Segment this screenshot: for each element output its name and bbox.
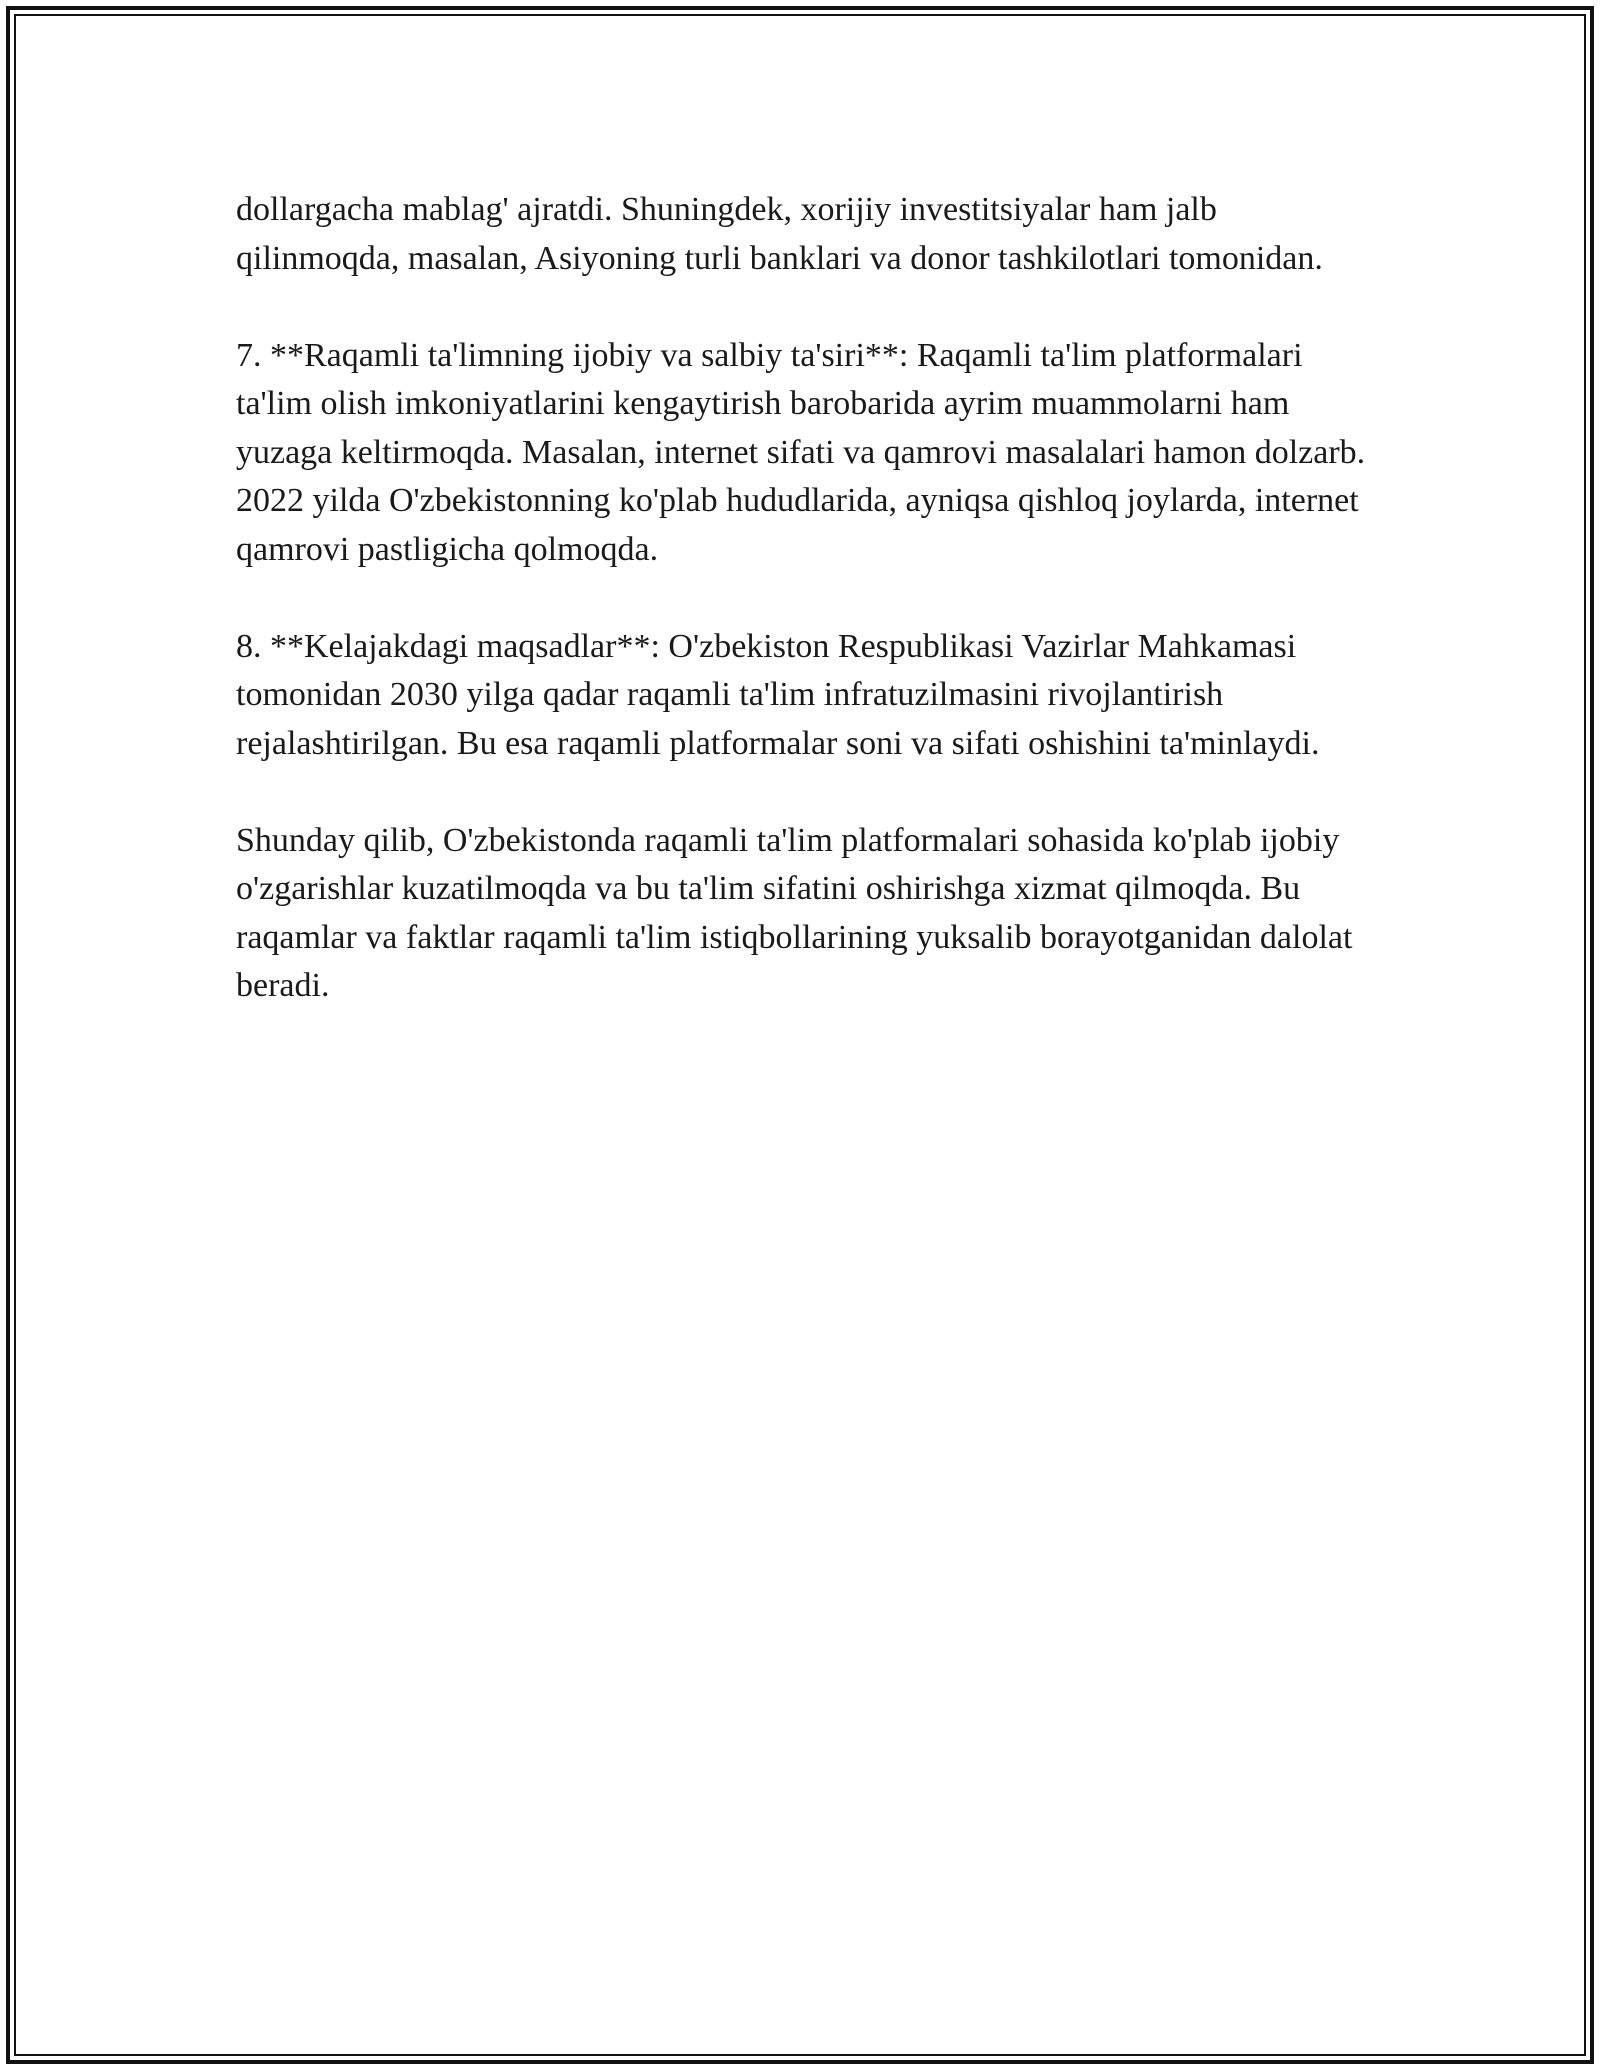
document-body [236, 186, 1366, 1011]
paragraph-item-7: 7. **Raqamli ta'limning ijobiy va salbiy ta'siri**: Raqamli ta'lim platformalari ta'lim olish imkoniyatlarini kengaytirish barobarida ayrim muammolarni ham yuzaga keltirmoqda. Masalan, internet sifati va qamrovi masalalari hamon dolzarb. 2022 yilda O'zbekistonning ko'plab hududlarida, ayniqsa qishloq joylarda, internet qamrovi pastligicha qolmoqda. [236, 336, 1366, 568]
paragraph-conclusion: Shunday qilib, O'zbekistonda raqamli ta'lim platformalari sohasida ko'plab ijobiy o'zgarishlar kuzatilmoqda va bu ta'lim sifatini oshirishga xizmat qilmoqda. Bu raqamlar va faktlar raqamli ta'lim istiqbollarining yuksalib borayotganidan dalolat beradi. [236, 821, 1353, 1004]
paragraph-item-8: 8. **Kelajakdagi maqsadlar**: O'zbekiston Respublikasi Vazirlar Mahkamasi tomonidan 2030 yilga qadar raqamli ta'lim infratuzilmasini rivojlantirish rejalashtirilgan. Bu esa raqamli platformalar soni va sifati oshishini ta'minlaydi. [236, 627, 1320, 762]
paragraph-continuation: dollargacha mablag' ajratdi. Shuningdek, xorijiy investitsiyalar ham jalb qilinmoqda, masalan, Asiyoning turli banklari va donor tashkilotlari tomonidan. [236, 191, 1323, 277]
